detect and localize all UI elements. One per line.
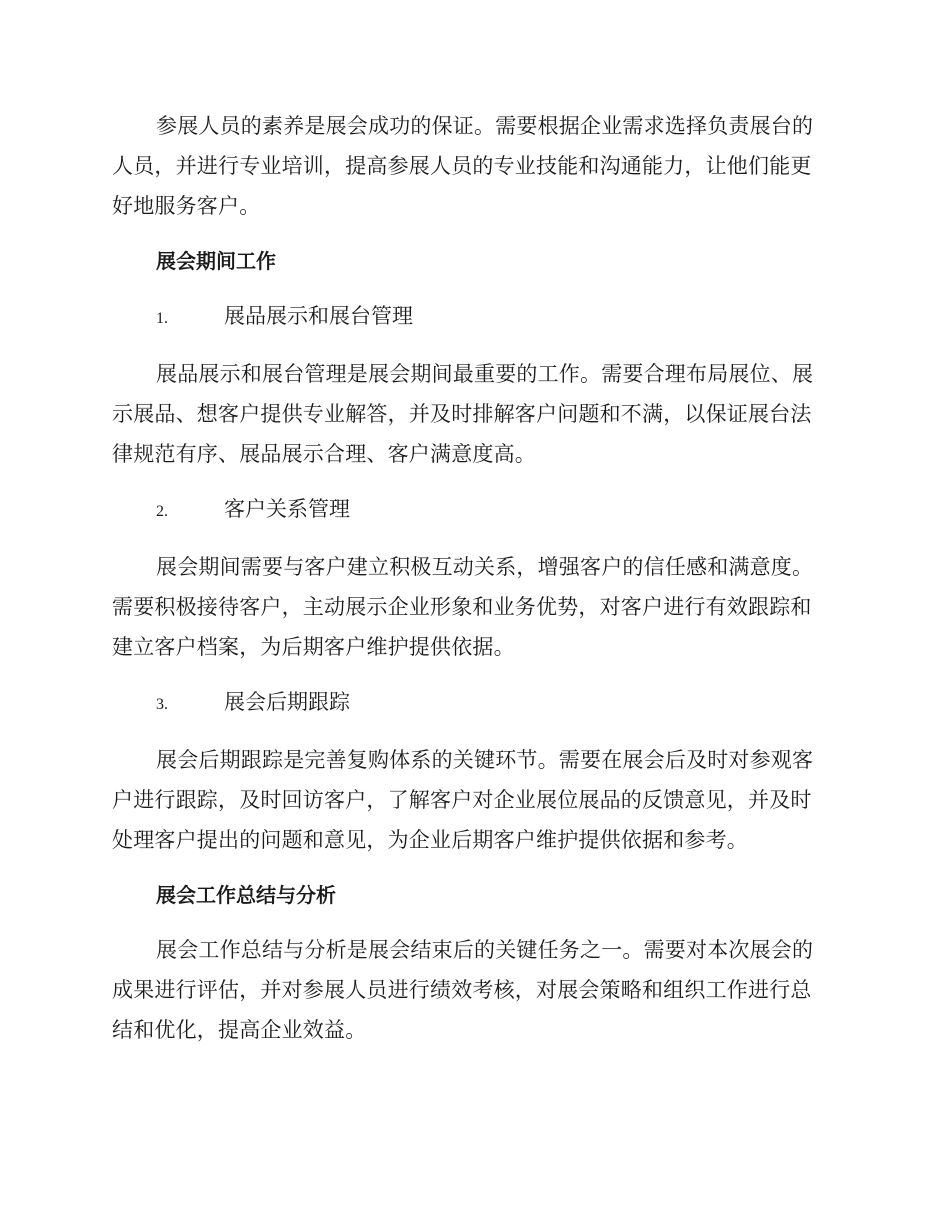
paragraph-summary: 展会工作总结与分析是展会结束后的关键任务之一。需要对本次展会的成果进行评估，并对参展人员进行绩效考核，对展会策略和组织工作进行总结和优化，提高企业效益。: [112, 938, 814, 1042]
paragraph-staff-quality: 参展人员的素养是展会成功的保证。需要根据企业需求选择负责展台的人员，并进行专业培训，提高参展人员的专业技能和沟通能力，让他们能更好地服务客户。: [112, 114, 814, 218]
list-item-title: 展品展示和展台管理: [224, 304, 413, 328]
paragraph-customer-relations: 展会期间需要与客户建立积极互动关系，增强客户的信任感和满意度。需要积极接待客户，主动展示企业形象和业务优势，对客户进行有效跟踪和建立客户档案，为后期客户维护提供依据。: [112, 555, 814, 659]
list-number: 1.: [156, 310, 168, 327]
list-number: 3.: [156, 696, 168, 713]
paragraph-follow-up: 展会后期跟踪是完善复购体系的关键环节。需要在展会后及时对参观客户进行跟踪，及时回访客户，了解客户对企业展位展品的反馈意见，并及时处理客户提出的问题和意见，为企业后期客户维护提供依据和参考。: [112, 748, 814, 852]
list-item-1: [112, 296, 832, 339]
section-heading-during-exhibition: 展会期间工作: [156, 249, 276, 273]
list-number: 2.: [156, 503, 168, 520]
paragraph-booth-management: 展品展示和展台管理是展会期间最重要的工作。需要合理布局展位、展示展品、想客户提供专业解答，并及时排解客户问题和不满，以保证展台法律规范有序、展品展示合理、客户满意度高。: [112, 362, 814, 466]
list-item-3: [112, 682, 832, 725]
document-page: [112, 106, 832, 1065]
list-item-title: 展会后期跟踪: [224, 690, 350, 714]
list-item-2: [112, 489, 832, 532]
list-item-title: 客户关系管理: [224, 497, 350, 521]
section-heading-summary: 展会工作总结与分析: [156, 883, 336, 907]
